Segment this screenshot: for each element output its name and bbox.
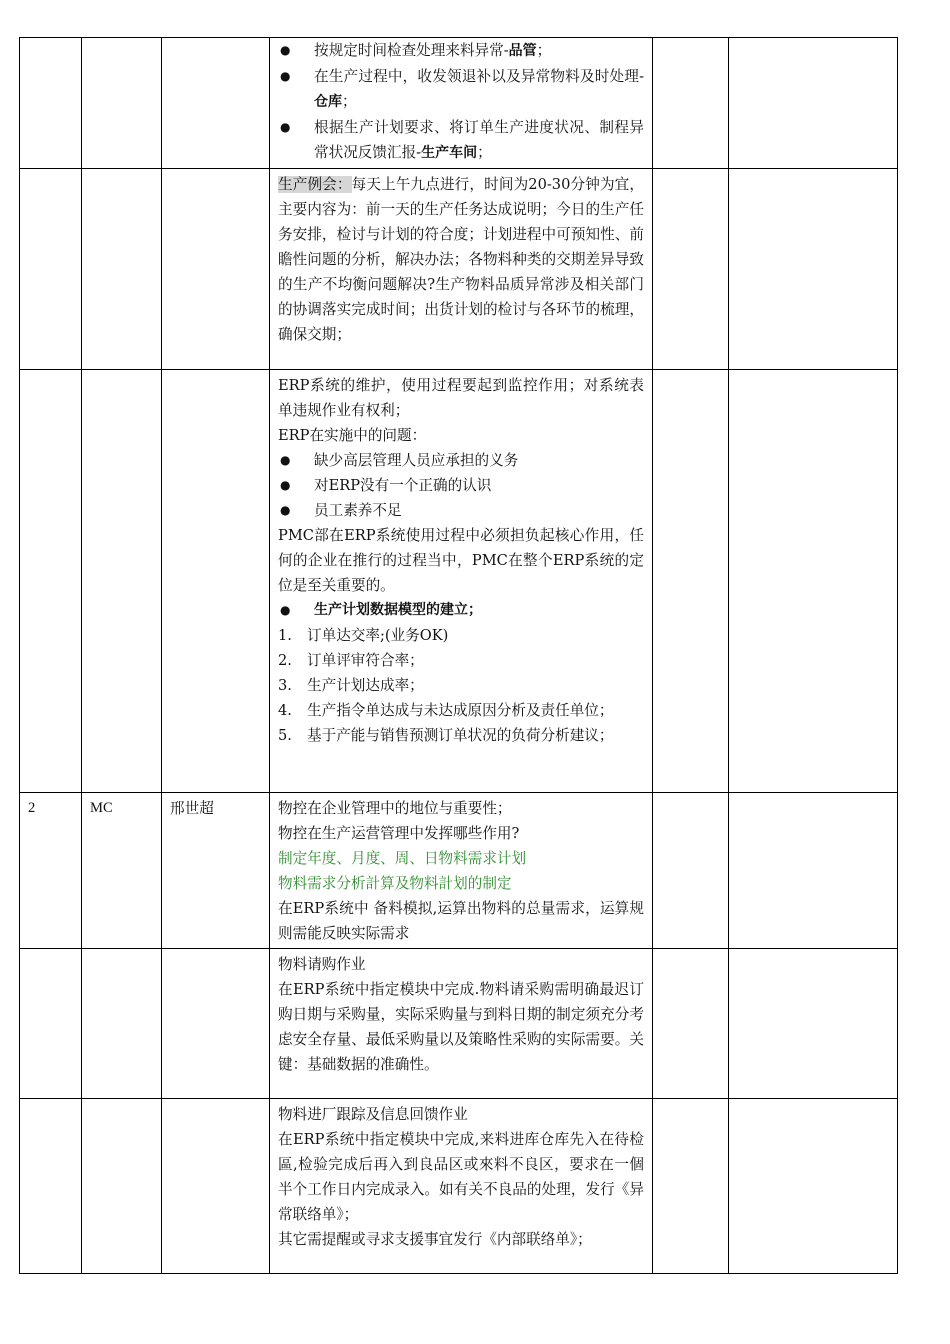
numbered-item: 2. 订单评审符合率； bbox=[278, 652, 424, 669]
cell-empty bbox=[729, 1099, 898, 1274]
highlighted-label: 生产例会： bbox=[278, 176, 352, 193]
numbered-item: 4. 生产指令单达成与未达成原因分析及责任单位； bbox=[278, 702, 614, 719]
table-row bbox=[20, 1099, 898, 1274]
cell-name bbox=[162, 38, 270, 169]
bullet-icon: ● bbox=[280, 503, 291, 517]
green-line: 物料需求分析計算及物料計划的制定 bbox=[278, 875, 512, 892]
cell-dept bbox=[82, 370, 162, 793]
cell-name bbox=[162, 1099, 270, 1274]
cell-name bbox=[162, 949, 270, 1099]
bullet-item: ● 根据生产计划要求、将订单生产进度状况、制程异常状况反馈汇报-生产车间； bbox=[278, 115, 644, 166]
bullet-icon: ● bbox=[280, 43, 291, 57]
table-row bbox=[20, 370, 898, 793]
table-row bbox=[20, 949, 898, 1099]
cell-content: 物料进厂跟踪及信息回馈作业 在ERP系统中指定模块中完成,来料进库仓库先入在待检區,检验完成后再入到良品区或來料不良区，要求在一個半个工作日内完成录入。如有关不良品的处理，发行《异常联络单》； 其它需提醒或寻求支援事宜发行《内部联络单》； bbox=[270, 1099, 653, 1274]
cell-empty bbox=[653, 169, 729, 370]
bullet-icon: ● bbox=[280, 603, 291, 617]
bullet-item: ● 缺少高层管理人员应承担的义务 bbox=[278, 448, 644, 473]
cell-content: ERP系统的维护，使用过程要起到监控作用；对系统表单违规作业有权利； ERP在实施中的问题： ● 缺少高层管理人员应承担的义务 ● 对ERP没有一个正确的认识 ● 员工素养不足 PMC部在ERP系统使用过程中必须担负起核心作用，任何的企业在推行的过程当中，PMC在整个ERP系统的定位是至关重要的。 ● 生产计划数据模型的建立； 1. 订单达交率;(业务OK) 2. 订单评审符合率； 3. 生产计划达成率； 4. 生产指令单达成与未达成原因分析及责任单位； 5. 基于产能与销售预测订单状况的负荷分析建议； bbox=[270, 370, 653, 793]
table-row bbox=[20, 793, 898, 949]
bullet-icon: ● bbox=[280, 453, 291, 467]
cell-empty bbox=[729, 370, 898, 793]
cell-empty bbox=[729, 949, 898, 1099]
green-line: 制定年度、月度、周、日物料需求计划 bbox=[278, 850, 527, 867]
cell-name bbox=[162, 370, 270, 793]
cell-empty bbox=[653, 38, 729, 169]
bullet-icon: ● bbox=[280, 120, 291, 134]
cell-empty bbox=[653, 370, 729, 793]
cell-empty bbox=[729, 38, 898, 169]
cell-content: 物控在企业管理中的地位与重要性； 物控在生产运营管理中发挥哪些作用? 制定年度、月度、周、日物料需求计划 物料需求分析計算及物料計划的制定 在ERP系统中 备料模拟,运算出物料的总量需求，运算规则需能反映实际需求 bbox=[270, 793, 653, 949]
cell-name: 邢世超 bbox=[162, 793, 270, 949]
bullet-item: ● 对ERP没有一个正确的认识 bbox=[278, 473, 644, 498]
cell-no bbox=[20, 949, 82, 1099]
numbered-item: 5. 基于产能与销售预测订单状况的负荷分析建议； bbox=[278, 727, 614, 744]
cell-name bbox=[162, 169, 270, 370]
cell-empty bbox=[653, 793, 729, 949]
cell-empty bbox=[653, 1099, 729, 1274]
cell-dept bbox=[82, 38, 162, 169]
bullet-item: ● 生产计划数据模型的建立； bbox=[278, 598, 644, 623]
cell-no bbox=[20, 169, 82, 370]
cell-no: 2 bbox=[20, 793, 82, 949]
cell-dept bbox=[82, 1099, 162, 1274]
cell-no bbox=[20, 1099, 82, 1274]
numbered-item: 3. 生产计划达成率； bbox=[278, 677, 424, 694]
cell-no bbox=[20, 38, 82, 169]
cell-content bbox=[270, 38, 653, 169]
bullet-icon: ● bbox=[280, 69, 291, 83]
cell-empty bbox=[653, 949, 729, 1099]
cell-empty bbox=[729, 793, 898, 949]
table-row bbox=[20, 169, 898, 370]
cell-empty bbox=[729, 169, 898, 370]
cell-content: 物料请购作业 在ERP系统中指定模块中完成.物料请采购需明确最迟订购日期与采购量，实际采购量与到料日期的制定须充分考虑安全存量、最低采购量以及策略性采购的实际需要。关键：基础数据的准确性。 bbox=[270, 949, 653, 1099]
document-table bbox=[19, 37, 898, 1274]
bullet-item: ● 按规定时间检查处理来料异常-品管； bbox=[278, 38, 644, 64]
bullet-item: ● 在生产过程中，收发领退补以及异常物料及时处理-仓库； bbox=[278, 64, 644, 115]
cell-dept bbox=[82, 949, 162, 1099]
bullet-icon: ● bbox=[280, 478, 291, 492]
numbered-item: 1. 订单达交率;(业务OK) bbox=[278, 627, 449, 644]
cell-dept bbox=[82, 169, 162, 370]
cell-no bbox=[20, 370, 82, 793]
table-row bbox=[20, 38, 898, 169]
cell-dept: MC bbox=[82, 793, 162, 949]
cell-content: 生产例会：每天上午九点进行，时间为20-30分钟为宜，主要内容为：前一天的生产任务达成说明；今日的生产任务安排，检讨与计划的符合度；计划进程中可预知性、前瞻性问题的分析，解决办法；各物料种类的交期差异导致的生产不均衡问题解决?生产物料品质异常涉及相关部门的协调落实完成时间；出货计划的检讨与各环节的梳理，确保交期； bbox=[270, 169, 653, 370]
bullet-item: ● 员工素养不足 bbox=[278, 498, 644, 523]
